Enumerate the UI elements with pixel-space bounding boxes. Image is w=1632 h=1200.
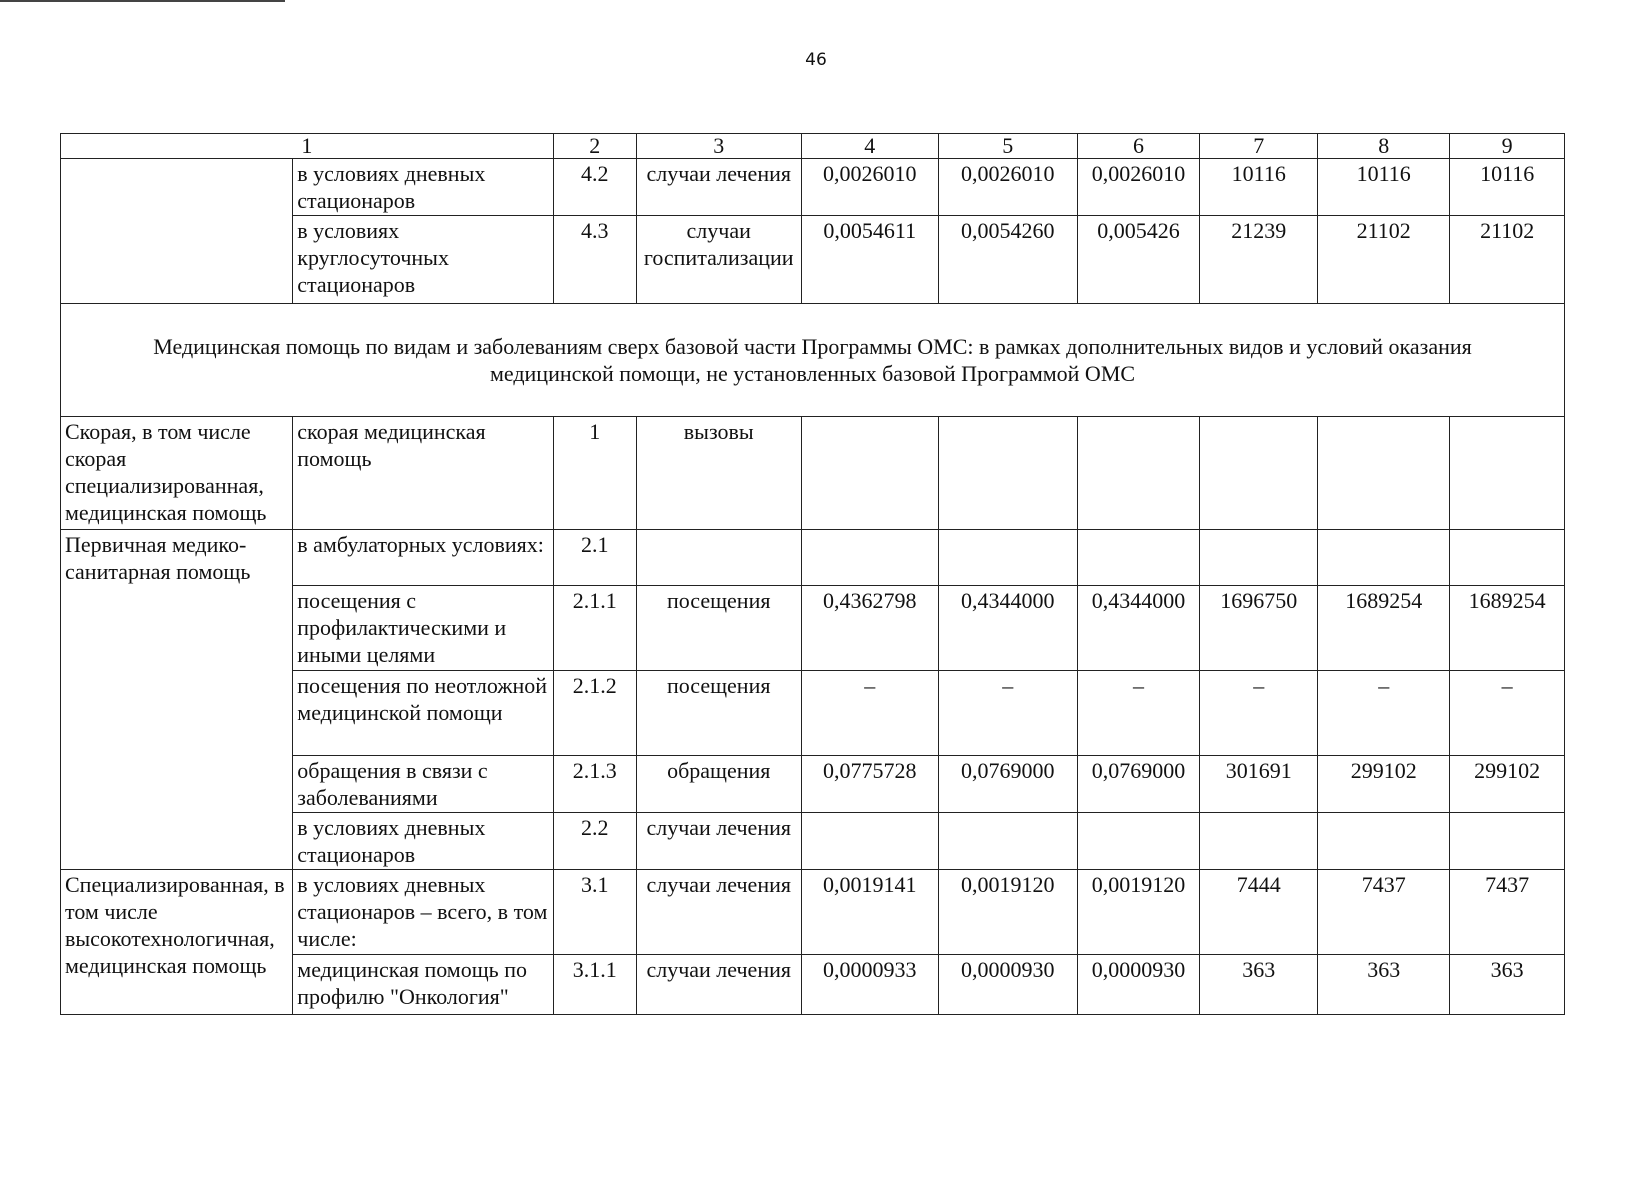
code-cell: 3.1.1: [553, 955, 636, 1015]
code-cell: 3.1: [553, 870, 636, 955]
value-cell: 0,0775728: [801, 756, 938, 813]
value-cell: 10116: [1200, 159, 1318, 216]
value-cell: [1077, 813, 1200, 870]
group-cell: Специализированная, в том числе высокотехнологичная, медицинская помощь: [61, 870, 293, 1015]
unit-cell: посещения: [636, 671, 801, 756]
code-cell: 2.1.3: [553, 756, 636, 813]
value-cell: [1200, 417, 1318, 530]
value-cell: 1696750: [1200, 586, 1318, 671]
value-cell: 7437: [1450, 870, 1565, 955]
column-header: 5: [939, 134, 1078, 159]
name-cell: скорая медицинская помощь: [293, 417, 553, 530]
value-cell: 0,0769000: [1077, 756, 1200, 813]
value-cell: [801, 530, 938, 586]
value-cell: [1450, 813, 1565, 870]
code-cell: 2.1.1: [553, 586, 636, 671]
column-header: 8: [1318, 134, 1450, 159]
value-cell: 0,0026010: [939, 159, 1078, 216]
value-cell: 7444: [1200, 870, 1318, 955]
value-cell: 0,4344000: [939, 586, 1078, 671]
column-header: 2: [553, 134, 636, 159]
value-cell: –: [801, 671, 938, 756]
group-cell: Первичная медико-санитарная помощь: [61, 530, 293, 870]
name-cell: медицинская помощь по профилю "Онкология": [293, 955, 553, 1015]
name-cell: в амбулаторных условиях:: [293, 530, 553, 586]
value-cell: [801, 813, 938, 870]
value-cell: 301691: [1200, 756, 1318, 813]
value-cell: 10116: [1318, 159, 1450, 216]
column-header: 4: [801, 134, 938, 159]
code-cell: 2.1.2: [553, 671, 636, 756]
unit-cell: случаи госпитализации: [636, 216, 801, 304]
value-cell: 21239: [1200, 216, 1318, 304]
value-cell: 10116: [1450, 159, 1565, 216]
section-title: Медицинская помощь по видам и заболеваниям сверх базовой части Программы ОМС: в рамках дополнительных видов и условий оказания медицинской помощи, не установленных базовой Программой ОМС: [61, 304, 1565, 417]
value-cell: [1200, 813, 1318, 870]
value-cell: [1077, 530, 1200, 586]
column-header: 9: [1450, 134, 1565, 159]
value-cell: 363: [1200, 955, 1318, 1015]
value-cell: [939, 530, 1078, 586]
code-cell: 1: [553, 417, 636, 530]
value-cell: 299102: [1450, 756, 1565, 813]
value-cell: 0,005426: [1077, 216, 1200, 304]
name-cell: в условиях дневных стационаров – всего, в том числе:: [293, 870, 553, 955]
scan-top-rule: [0, 0, 285, 2]
page-number: 46: [805, 50, 827, 70]
name-cell: в условиях круглосуточных стационаров: [293, 216, 553, 304]
code-cell: 2.1: [553, 530, 636, 586]
value-cell: 0,0000933: [801, 955, 938, 1015]
value-cell: 0,0000930: [1077, 955, 1200, 1015]
value-cell: –: [1077, 671, 1200, 756]
value-cell: [939, 813, 1078, 870]
value-cell: 0,0000930: [939, 955, 1078, 1015]
value-cell: –: [939, 671, 1078, 756]
unit-cell: [636, 530, 801, 586]
code-cell: 2.2: [553, 813, 636, 870]
code-cell: 4.3: [553, 216, 636, 304]
value-cell: 363: [1450, 955, 1565, 1015]
value-cell: 21102: [1450, 216, 1565, 304]
table-row: [61, 159, 1565, 216]
value-cell: 1689254: [1450, 586, 1565, 671]
table-row: [61, 870, 1565, 955]
value-cell: –: [1450, 671, 1565, 756]
table-row: [61, 530, 1565, 586]
value-cell: –: [1318, 671, 1450, 756]
name-cell: в условиях дневных стационаров: [293, 159, 553, 216]
value-cell: 0,0019141: [801, 870, 938, 955]
value-cell: 0,0026010: [1077, 159, 1200, 216]
section-header-row: [61, 304, 1565, 417]
unit-cell: вызовы: [636, 417, 801, 530]
value-cell: 7437: [1318, 870, 1450, 955]
unit-cell: посещения: [636, 586, 801, 671]
value-cell: 21102: [1318, 216, 1450, 304]
value-cell: [1200, 530, 1318, 586]
column-header: 3: [636, 134, 801, 159]
unit-cell: случаи лечения: [636, 870, 801, 955]
value-cell: 0,0769000: [939, 756, 1078, 813]
value-cell: [1318, 530, 1450, 586]
volume-table: [60, 133, 1565, 1015]
unit-cell: случаи лечения: [636, 813, 801, 870]
value-cell: [1450, 530, 1565, 586]
value-cell: [1450, 417, 1565, 530]
value-cell: 0,0019120: [1077, 870, 1200, 955]
unit-cell: случаи лечения: [636, 955, 801, 1015]
value-cell: [1077, 417, 1200, 530]
name-cell: посещения по неотложной медицинской помощи: [293, 671, 553, 756]
column-numbers-row: [61, 134, 1565, 159]
group-cell: [61, 159, 293, 304]
column-header: 7: [1200, 134, 1318, 159]
group-cell: Скорая, в том числе скорая специализированная, медицинская помощь: [61, 417, 293, 530]
table-row: [61, 417, 1565, 530]
value-cell: [1318, 813, 1450, 870]
value-cell: 299102: [1318, 756, 1450, 813]
name-cell: посещения с профилактическими и иными целями: [293, 586, 553, 671]
value-cell: [939, 417, 1078, 530]
value-cell: 363: [1318, 955, 1450, 1015]
value-cell: 0,0054260: [939, 216, 1078, 304]
unit-cell: случаи лечения: [636, 159, 801, 216]
value-cell: [1318, 417, 1450, 530]
name-cell: в условиях дневных стационаров: [293, 813, 553, 870]
value-cell: 0,4344000: [1077, 586, 1200, 671]
code-cell: 4.2: [553, 159, 636, 216]
value-cell: 1689254: [1318, 586, 1450, 671]
unit-cell: обращения: [636, 756, 801, 813]
name-cell: обращения в связи с заболеваниями: [293, 756, 553, 813]
column-header: 6: [1077, 134, 1200, 159]
value-cell: 0,0019120: [939, 870, 1078, 955]
value-cell: [801, 417, 938, 530]
value-cell: 0,0026010: [801, 159, 938, 216]
column-header: 1: [61, 134, 554, 159]
value-cell: 0,4362798: [801, 586, 938, 671]
value-cell: –: [1200, 671, 1318, 756]
value-cell: 0,0054611: [801, 216, 938, 304]
